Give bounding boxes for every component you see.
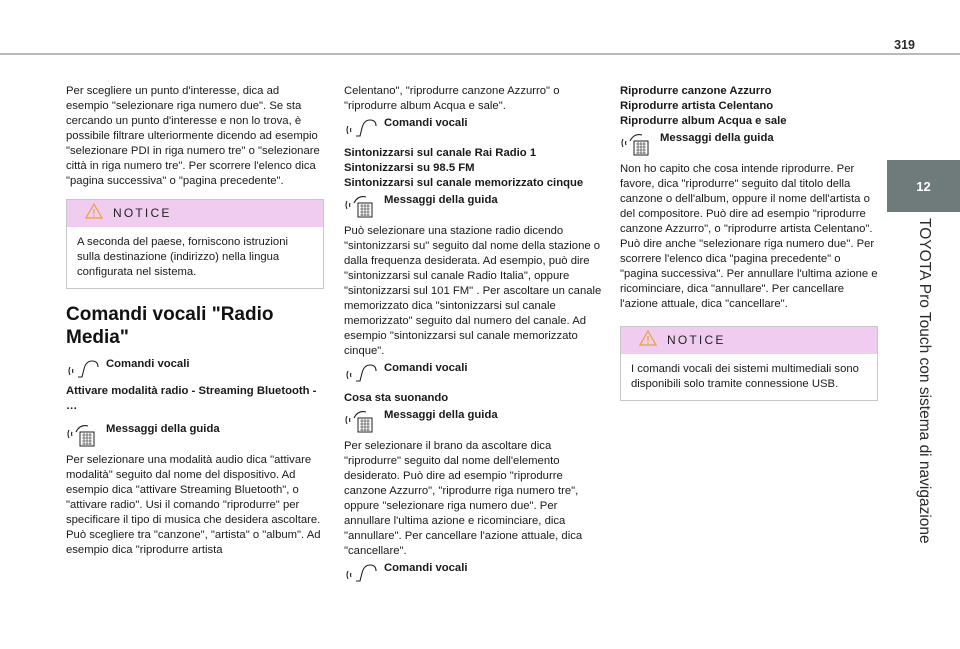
voice-command-label: Comandi vocali <box>384 362 468 374</box>
guide-message-row <box>344 193 602 219</box>
notice-header <box>67 200 323 227</box>
notice-title: NOTICE <box>667 333 726 347</box>
guide-message-icon <box>66 422 106 448</box>
voice-command-row <box>344 561 602 583</box>
guide-message-label: Messaggi della guida <box>384 194 498 206</box>
command-line: Riprodurre album Acqua e sale <box>620 115 787 127</box>
command-line: Riprodurre artista Celentano <box>620 100 774 112</box>
voice-command-icon <box>344 361 384 383</box>
guide-message-label: Messaggi della guida <box>106 423 220 435</box>
notice-box <box>620 326 878 401</box>
voice-command-icon <box>66 357 106 379</box>
chapter-title: TOYOTA Pro Touch con sistema di navigazione <box>915 218 933 544</box>
notice-text: A seconda del paese, forniscono istruzioni sulla destinazione (indirizzo) nella lingua configurata nel sistema. <box>77 236 289 278</box>
voice-command-row <box>344 361 602 383</box>
voice-command-label: Comandi vocali <box>384 117 468 129</box>
warning-icon <box>639 330 657 351</box>
guide-message-label: Messaggi della guida <box>660 132 774 144</box>
intro-paragraph: Per scegliere un punto d'interesse, dica ad esempio "selezionare riga numero due". Se sta cercando un punto d'interesse e non lo trova, è possibile filtrare ulteriormente dicendo ad esempio "selezionare PDI in riga numero tre" o "selezionare città in riga numero tre". Per scorrere l'elenco dica "pagina successiva" o "pagina precedente". <box>66 85 320 187</box>
guide-message-row <box>620 131 878 157</box>
guide-message-row <box>344 408 602 434</box>
voice-command-icon <box>344 116 384 138</box>
column-2 <box>344 84 602 588</box>
guide-message-icon <box>344 193 384 219</box>
voice-command-row <box>344 116 602 138</box>
guide-message-text: Non ho capito che cosa intende riprodurre. Per favore, dica "riprodurre" seguito dal titolo della canzone o dell'album, oppure il nome dell'artista o del compositore. Può dire ad esempio "riprodurre canzone Azzurro", o "riprodurre artista Celentano". Può dire anche "selezionare riga numero due". Per scorrere l'elenco dica "pagina precedente" o "pagina successiva". Per annullare l'ultima azione e ricominciare, dica "annullare". Per cancellare l'azione attuale, dica "cancellare". <box>620 163 878 310</box>
guide-message-row <box>66 422 324 448</box>
guide-message-text: Per selezionare il brano da ascoltare dica "riprodurre" seguito dal nome dell'elemento desiderato. Può dire ad esempio "riprodurre canzone Azzurro", "riprodurre riga numero tre", oppure "selezionare riga numero due". Per annullare l'ultima azione e ricominciare, dica "annullare". Per cancellare l'azione attuale, dica "cancellare". <box>344 440 583 557</box>
section-title: Comandi vocali "Radio Media" <box>66 304 274 348</box>
voice-command-label: Comandi vocali <box>384 562 468 574</box>
header-rule <box>0 53 960 55</box>
voice-command-label: Comandi vocali <box>106 358 190 370</box>
guide-message-icon <box>620 131 660 157</box>
guide-message-icon <box>344 408 384 434</box>
column-1 <box>66 84 324 558</box>
continued-paragraph: Celentano", "riprodurre canzone Azzurro" o "riprodurre album Acqua e sale". <box>344 85 560 112</box>
notice-header <box>621 327 877 354</box>
guide-message-text: Per selezionare una modalità audio dica "attivare modalità" seguito dal nome del dispositivo. Ad esempio dica "attivare Streaming Bluetooth", o "attivare radio". Usi il comando "riprodurre" per specificare il tipo di musica che desidera ascoltare. Può scegliere tra "canzone", "artista" o "album". Ad esempio dica "riprodurre artista <box>66 454 321 556</box>
command-line: Riprodurre canzone Azzurro <box>620 85 772 97</box>
command-line: Sintonizzarsi su 98.5 FM <box>344 162 475 174</box>
voice-command-icon <box>344 561 384 583</box>
voice-command-row <box>66 357 324 379</box>
chapter-tab[interactable]: 12 <box>887 160 960 212</box>
warning-icon <box>85 203 103 224</box>
guide-message-label: Messaggi della guida <box>384 409 498 421</box>
voice-command-text: Attivare modalità radio - Streaming Bluetooth - … <box>66 385 317 412</box>
notice-text: I comandi vocali dei sistemi multimediali sono disponibili solo tramite connessione USB. <box>631 363 859 390</box>
guide-message-text: Può selezionare una stazione radio dicendo "sintonizzarsi su" seguito dal nome della stazione o dalla frequenza desiderata. Ad esempio, può dire "sintonizzarsi sul canale Radio Italia", oppure "sintonizzarsi sul 101 FM" . Per ascoltare un canale memorizzato dica "sintonizzarsi sul canale memorizzato" seguito dal numero del canale. Ad esempio "sintonizzarsi sul canale memorizzato cinque". <box>344 225 602 357</box>
notice-title: NOTICE <box>113 206 172 220</box>
notice-box <box>66 199 324 289</box>
chapter-title-container <box>887 218 960 558</box>
command-line: Cosa sta suonando <box>344 392 449 404</box>
page-number: 319 <box>894 38 915 52</box>
command-line: Sintonizzarsi sul canale memorizzato cinque <box>344 177 584 189</box>
column-3 <box>620 84 878 413</box>
command-line: Sintonizzarsi sul canale Rai Radio 1 <box>344 147 537 159</box>
